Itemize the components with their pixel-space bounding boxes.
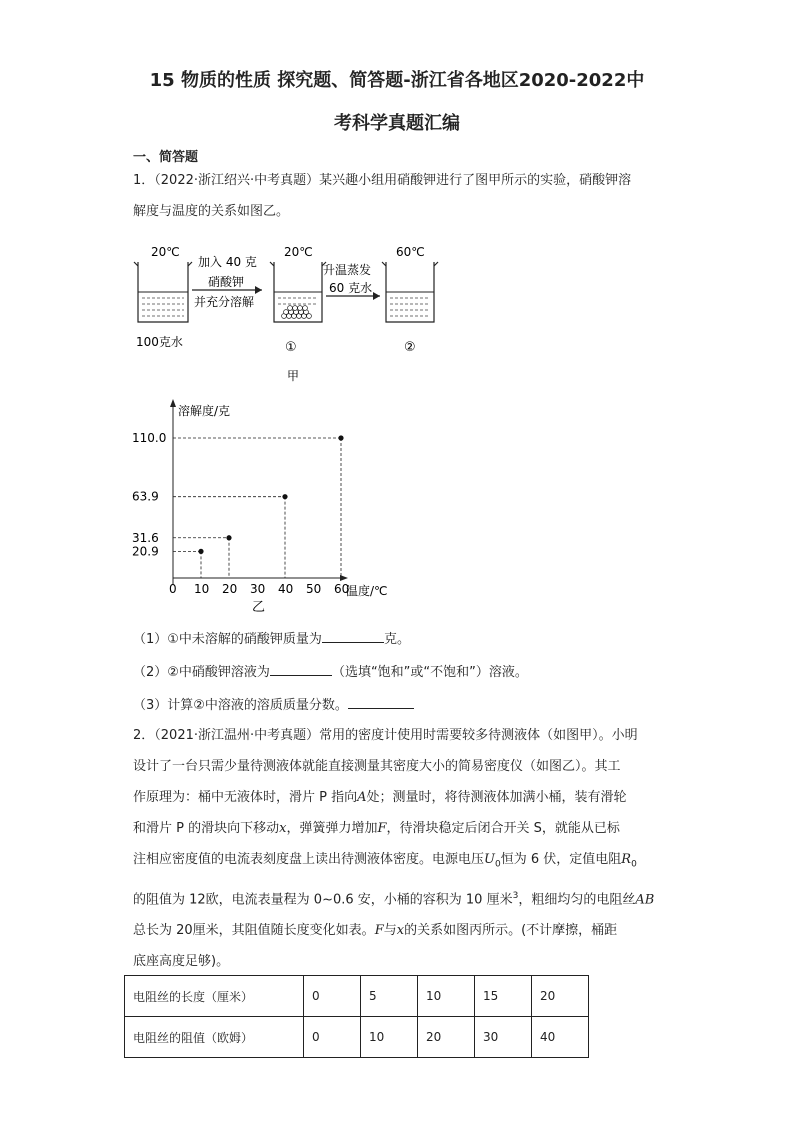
var-u-sub: 0: [494, 859, 501, 870]
q2-line-7: [133, 915, 673, 946]
table-row: [125, 976, 589, 1017]
q2-line-4: [133, 813, 673, 844]
q2-line-5: [133, 844, 673, 881]
q1-sub3-text: （3）计算②中溶液的溶质质量分数。: [133, 698, 348, 713]
table-cell: 40: [532, 1017, 589, 1058]
solubility-chart: [130, 395, 420, 620]
beaker-heated: [382, 262, 438, 322]
q2-line-6a: 的阻值为 12欧，电流表量程为 0~0.6 安，小桶的容积为 10 厘米: [133, 891, 513, 907]
q2-line-5b: 恒为 6 伏，定值电阻: [500, 852, 622, 867]
answer-blank-2[interactable]: [270, 663, 332, 676]
arrow1-line3: 并充分溶解: [194, 295, 255, 309]
table-cell: 0: [304, 1017, 361, 1058]
q2-line-3: [133, 782, 673, 813]
q2-line-2: 设计了一台只需少量待测液体就能直接测量其密度大小的简易密度仪（如图乙）。其工: [133, 759, 621, 774]
q2-line-6: [133, 881, 673, 915]
var-u: U: [484, 852, 495, 867]
q2-line-8: 底座高度足够)。: [133, 953, 230, 969]
q1-sub3: [133, 694, 414, 713]
table-cell: 10: [361, 1017, 418, 1058]
q1-sub1-unit: 克。: [383, 632, 410, 647]
q2-line-4c: ，待滑块稳定后闭合开关 S，就能从已标: [386, 821, 620, 836]
x-tick-label: 60: [334, 582, 350, 596]
arrow-2-head: [373, 292, 380, 300]
x-axis-label: 温度/℃: [346, 584, 388, 598]
data-point: [198, 549, 203, 554]
q2-line-4b: ，弹簧弹力增加: [286, 821, 378, 836]
var-x: x: [279, 821, 287, 836]
y-value-label: 31.6: [132, 530, 159, 545]
title-line-1: 15 物质的性质 探究题、简答题-浙江省各地区2020-2022中: [149, 70, 645, 91]
table-header-resistance: 电阻丝的阻值（欧姆）: [125, 1017, 304, 1058]
q1-sub1: [133, 628, 410, 647]
y-axis-arrow: [170, 399, 176, 407]
q2-line-5a: 注相应密度值的电流表刻度盘上读出待测液体密度。电源电压: [133, 852, 485, 867]
q2-line-7b: 与: [383, 922, 397, 938]
beaker2-label: ②: [404, 340, 416, 355]
resistance-table: [124, 975, 589, 1058]
table-cell: 30: [475, 1017, 532, 1058]
beaker-water: [134, 262, 192, 322]
figure-jia: [120, 236, 450, 386]
y-value-label: 63.9: [132, 489, 159, 504]
var-r: R: [621, 852, 632, 867]
q2-line-1: 2．（2021·浙江温州·中考真题）常用的密度计使用时需要较多待测液体（如图甲）。小明: [133, 728, 638, 743]
q2-line-4a: 和滑片 P 的滑块向下移动: [133, 821, 280, 836]
arrow2-line2: 60 克水: [329, 281, 373, 295]
x-tick-labels: [169, 582, 349, 596]
arrow2-line1: 升温蒸发: [323, 263, 372, 277]
x-tick-label: 50: [306, 582, 322, 596]
y-value-label: 110.0: [132, 431, 167, 445]
var-f-2: F: [374, 922, 384, 938]
page-title-cont: [110, 101, 684, 147]
data-marks: [132, 431, 344, 578]
answer-blank-3[interactable]: [348, 696, 414, 709]
q2-line-7c: 的关系如图丙所示。(不计摩擦，桶距: [404, 922, 618, 938]
y-axis-label: 溶解度/克: [178, 404, 231, 418]
data-point: [226, 535, 231, 540]
beaker0-label: 100克水: [136, 335, 183, 349]
chart-caption: 乙: [252, 600, 266, 615]
wire-ab: AB: [635, 891, 655, 907]
title-line-2: 考科学真题汇编: [334, 113, 460, 134]
q2-line-6b: ，粗细均匀的电阻丝: [518, 891, 636, 907]
q1-line-1: 1．（2022·浙江绍兴·中考真题）某兴趣小组用硝酸钾进行了图甲所示的实验，硝酸钾溶: [133, 173, 632, 188]
section-heading: 一、简答题: [133, 150, 199, 165]
q1-sub1-text: （1）①中未溶解的硝酸钾质量为: [133, 632, 322, 647]
q1-stem: [133, 165, 673, 227]
arrow-1-head: [255, 286, 262, 294]
x-tick-label: 40: [278, 582, 294, 596]
cube-sup: 3: [512, 890, 519, 901]
q1-sub2: [133, 661, 528, 680]
answer-blank-1[interactable]: [322, 630, 384, 643]
x-tick-label: 10: [194, 582, 210, 596]
q2-line-7a: 总长为 20厘米，其阻值随长度变化如表。: [133, 922, 375, 938]
data-point: [282, 494, 287, 499]
arrow1-line2: 硝酸钾: [208, 275, 245, 289]
q2-line-3b: 处；测量时，将待测液体加满小桶，装有滑轮: [366, 790, 627, 805]
x-tick-label: 30: [250, 582, 266, 596]
table-cell: 0: [304, 976, 361, 1017]
beaker0-temp: 20℃: [151, 245, 180, 259]
beaker1-temp: 20℃: [284, 245, 313, 259]
table-row: [125, 1017, 589, 1058]
table-cell: 20: [532, 976, 589, 1017]
beaker2-temp: 60℃: [396, 245, 425, 259]
q1-line-2: 解度与温度的关系如图乙。: [133, 204, 290, 219]
beaker-undissolved: [270, 262, 326, 322]
var-x-2: x: [396, 922, 405, 938]
var-r-sub: 0: [631, 859, 637, 870]
table-cell: 5: [361, 976, 418, 1017]
q1-sub2-hint: （选填“饱和”或“不饱和”）溶液。: [331, 665, 528, 680]
page-title: [110, 58, 684, 104]
y-value-label: 20.9: [132, 544, 159, 559]
x-tick-label: 20: [222, 582, 238, 596]
arrow1-line1: 加入 40 克: [198, 255, 257, 269]
table-cell: 10: [418, 976, 475, 1017]
q2-line-3a: 作原理为：桶中无液体时，滑片 P 指向: [133, 790, 358, 805]
table-header-length: 电阻丝的长度（厘米）: [125, 976, 304, 1017]
x-tick-label: 0: [169, 582, 177, 596]
point-a: A: [357, 790, 367, 805]
q1-sub2-text: （2）②中硝酸钾溶液为: [133, 665, 270, 680]
q2-stem: [133, 720, 673, 977]
figure-jia-caption: 甲: [287, 369, 300, 383]
table-cell: 15: [475, 976, 532, 1017]
var-f: F: [377, 821, 387, 836]
beaker1-label: ①: [285, 340, 297, 355]
table-cell: 20: [418, 1017, 475, 1058]
data-point: [338, 435, 343, 440]
